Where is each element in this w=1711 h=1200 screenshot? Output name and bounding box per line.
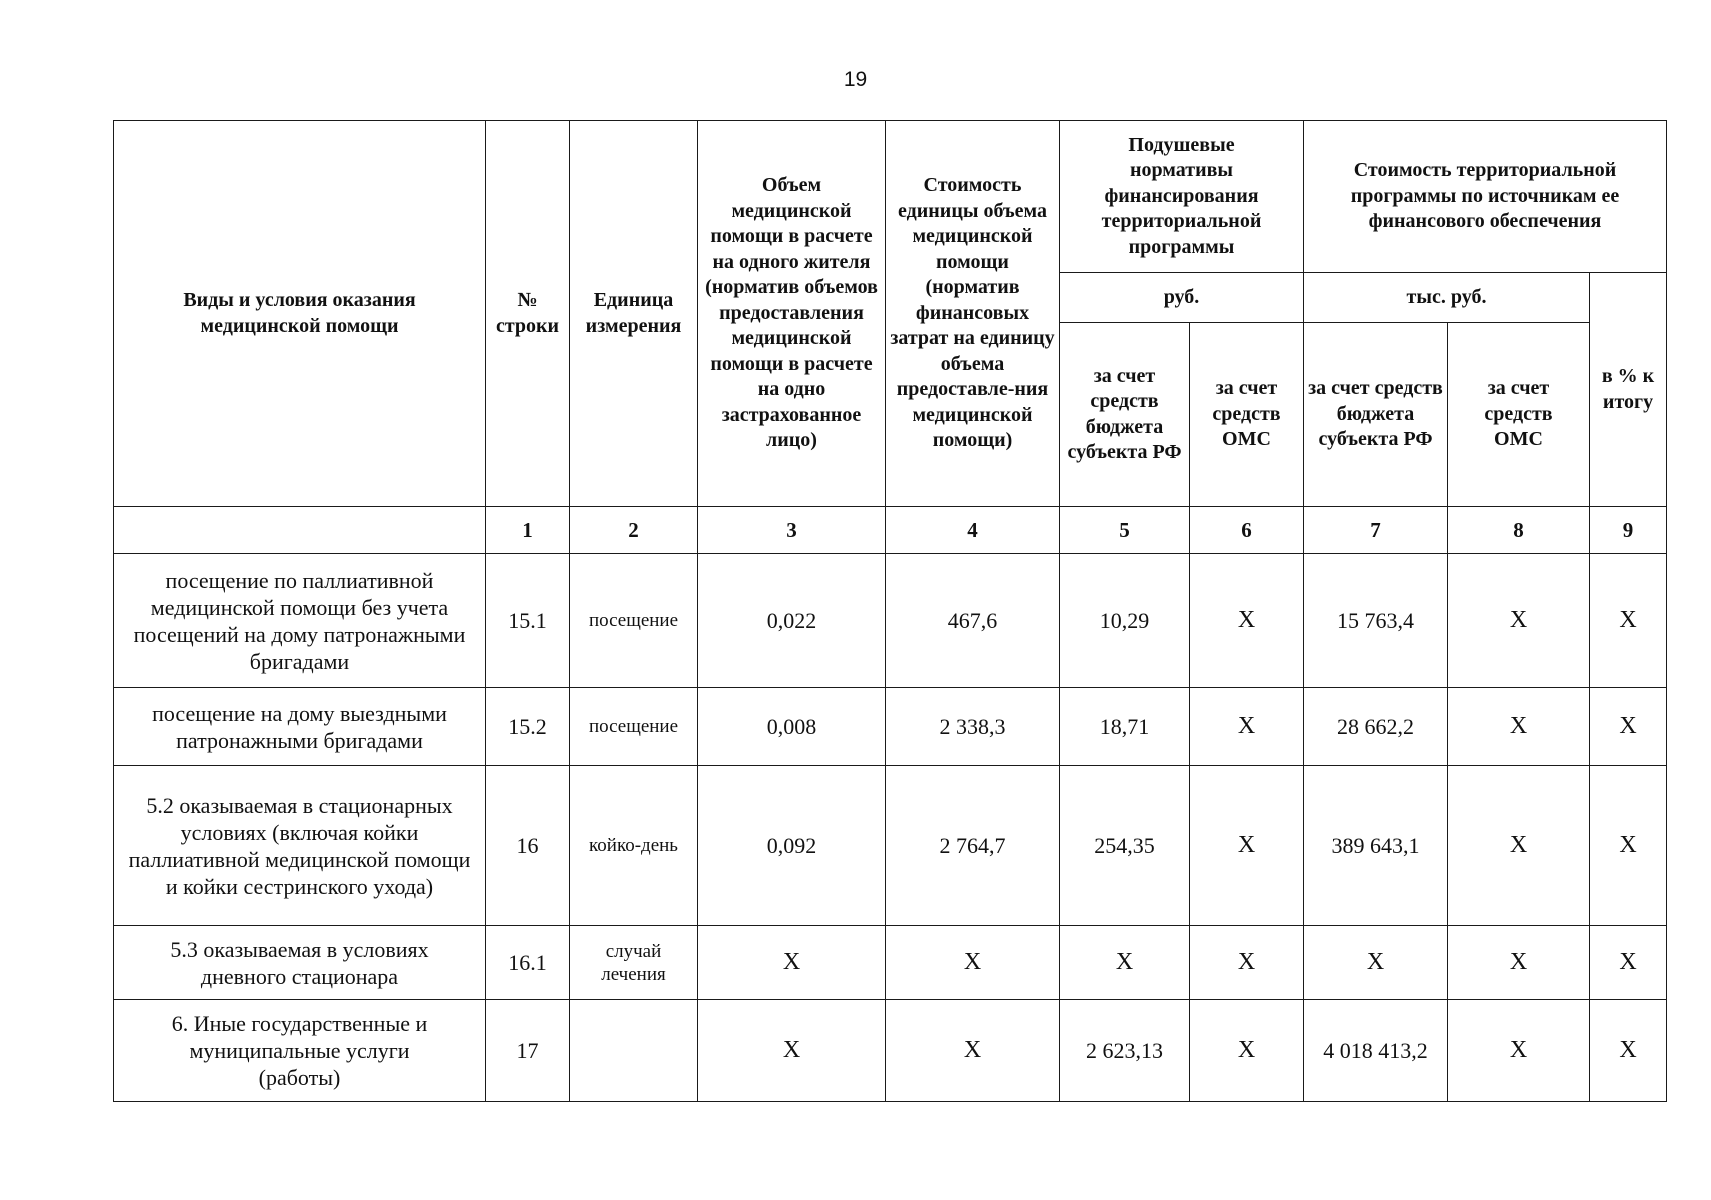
cell-budget-rub: Х <box>1060 926 1190 1000</box>
cell-budget-thousand: 15 763,4 <box>1304 554 1448 688</box>
header-type-of-care: Виды и условия оказания медицинской помощи <box>114 121 486 507</box>
column-number: 4 <box>886 507 1060 554</box>
cell-percent: Х <box>1590 766 1667 926</box>
header-row-number: № строки <box>486 121 570 507</box>
cell-oms-rub: Х <box>1190 554 1304 688</box>
cell-oms-thousand: Х <box>1448 554 1590 688</box>
column-number: 5 <box>1060 507 1190 554</box>
cell-oms-rub: Х <box>1190 926 1304 1000</box>
cell-unit-cost: 2 764,7 <box>886 766 1060 926</box>
cell-type: 5.2 оказываемая в стационарных условиях (включая койки паллиативной медицинской помощи и койки сестринского ухода) <box>114 766 486 926</box>
column-number: 1 <box>486 507 570 554</box>
column-number: 3 <box>698 507 886 554</box>
cell-volume: 0,092 <box>698 766 886 926</box>
cell-unit: койко-день <box>570 766 698 926</box>
cell-type: 5.3 оказываемая в условиях дневного стационара <box>114 926 486 1000</box>
header-per-capita-group: Подушевые нормативы финансирования территориальной программы <box>1060 121 1304 273</box>
cell-unit-cost: Х <box>886 1000 1060 1102</box>
cell-percent: Х <box>1590 926 1667 1000</box>
cell-unit: посещение <box>570 554 698 688</box>
cell-row-number: 16.1 <box>486 926 570 1000</box>
header-volume: Объем медицинской помощи в расчете на одного жителя (норматив объемов предоставления медицинской помощи в расчете на одно застрахованное лицо) <box>698 121 886 507</box>
cell-percent: Х <box>1590 1000 1667 1102</box>
cell-budget-rub: 18,71 <box>1060 688 1190 766</box>
cell-oms-thousand: Х <box>1448 688 1590 766</box>
column-number-row <box>114 507 1667 554</box>
column-number: 6 <box>1190 507 1304 554</box>
cell-volume: 0,022 <box>698 554 886 688</box>
cell-oms-rub: Х <box>1190 1000 1304 1102</box>
cell-unit-cost: 467,6 <box>886 554 1060 688</box>
header-unit-cost: Стоимость единицы объема медицинской помощи (норматив финансовых затрат на единицу объема предоставле-ния медицинской помощи) <box>886 121 1060 507</box>
header-unit: Единица измерения <box>570 121 698 507</box>
cell-budget-rub: 254,35 <box>1060 766 1190 926</box>
cell-row-number: 16 <box>486 766 570 926</box>
cell-unit-cost: 2 338,3 <box>886 688 1060 766</box>
cell-budget-thousand: Х <box>1304 926 1448 1000</box>
header-oms-thousand: за счет средств ОМС <box>1448 323 1590 507</box>
column-number-empty <box>114 507 486 554</box>
cell-budget-thousand: 28 662,2 <box>1304 688 1448 766</box>
cell-budget-thousand: 4 018 413,2 <box>1304 1000 1448 1102</box>
table-row <box>114 688 1667 766</box>
page-number: 19 <box>843 68 868 91</box>
header-thousand-rub: тыс. руб. <box>1304 273 1590 323</box>
column-number: 7 <box>1304 507 1448 554</box>
cell-oms-thousand: Х <box>1448 766 1590 926</box>
header-budget-thousand: за счет средств бюджета субъекта РФ <box>1304 323 1448 507</box>
cell-oms-thousand: Х <box>1448 926 1590 1000</box>
header-rub: руб. <box>1060 273 1304 323</box>
cell-unit: посещение <box>570 688 698 766</box>
cell-row-number: 15.2 <box>486 688 570 766</box>
table-row <box>114 926 1667 1000</box>
header-budget-rub: за счет средств бюджета субъекта РФ <box>1060 323 1190 507</box>
cell-type: посещение на дому выездными патронажными бригадами <box>114 688 486 766</box>
cell-row-number: 15.1 <box>486 554 570 688</box>
cell-unit: случай лечения <box>570 926 698 1000</box>
table-row <box>114 766 1667 926</box>
table-row <box>114 554 1667 688</box>
column-number: 9 <box>1590 507 1667 554</box>
cell-type: 6. Иные государственные и муниципальные услуги (работы) <box>114 1000 486 1102</box>
cell-percent: Х <box>1590 554 1667 688</box>
cell-budget-rub: 2 623,13 <box>1060 1000 1190 1102</box>
cell-percent: Х <box>1590 688 1667 766</box>
cell-volume: 0,008 <box>698 688 886 766</box>
cell-volume: Х <box>698 926 886 1000</box>
financing-table <box>113 120 1667 1102</box>
header-percent-of-total: в % к итогу <box>1590 273 1667 507</box>
cell-oms-rub: Х <box>1190 766 1304 926</box>
cell-oms-rub: Х <box>1190 688 1304 766</box>
column-number: 8 <box>1448 507 1590 554</box>
header-program-cost-group: Стоимость территориальной программы по источникам ее финансового обеспечения <box>1304 121 1667 273</box>
cell-budget-rub: 10,29 <box>1060 554 1190 688</box>
cell-unit-cost: Х <box>886 926 1060 1000</box>
cell-volume: Х <box>698 1000 886 1102</box>
table-row <box>114 1000 1667 1102</box>
header-oms-rub: за счет средств ОМС <box>1190 323 1304 507</box>
cell-type: посещение по паллиативной медицинской помощи без учета посещений на дому патронажными бригадами <box>114 554 486 688</box>
cell-oms-thousand: Х <box>1448 1000 1590 1102</box>
cell-unit <box>570 1000 698 1102</box>
cell-budget-thousand: 389 643,1 <box>1304 766 1448 926</box>
cell-row-number: 17 <box>486 1000 570 1102</box>
column-number: 2 <box>570 507 698 554</box>
